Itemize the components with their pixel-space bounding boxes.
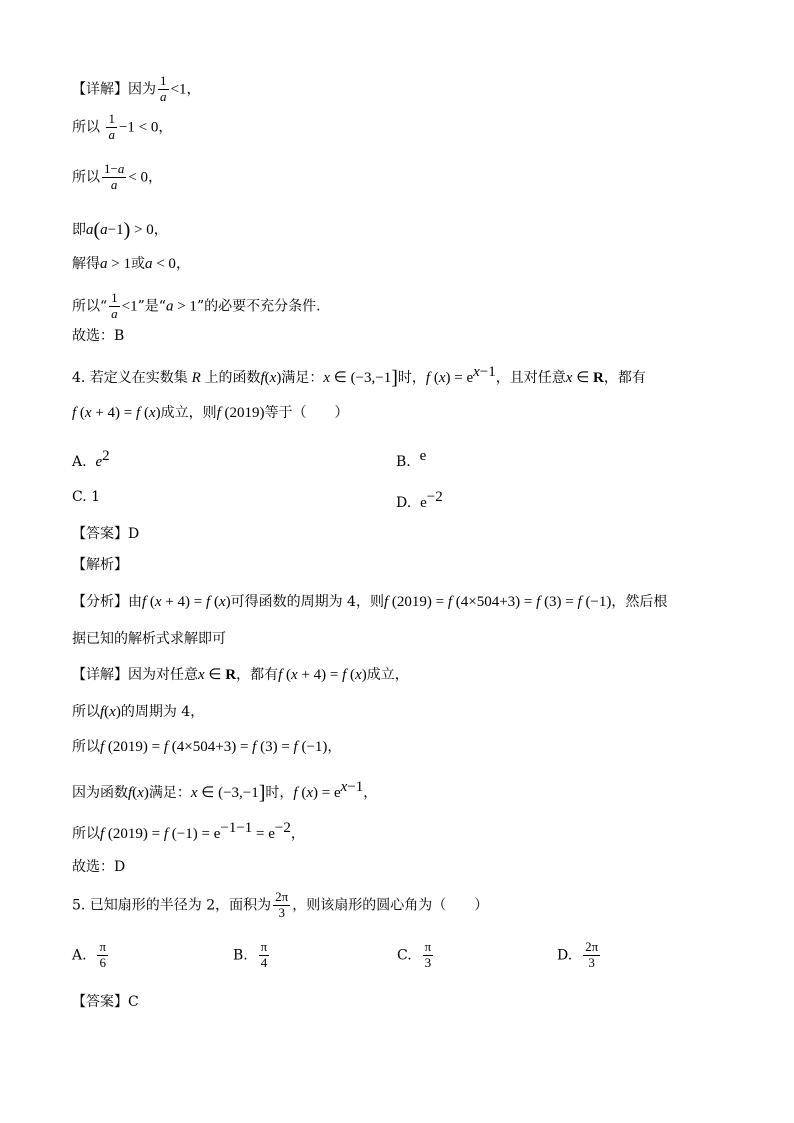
fraction-1-over-a: $\frac{1}{a}$	[108, 111, 115, 142]
q4-analysis-line-2: 据已知的解析式求解即可	[72, 631, 226, 647]
detail-choice: 故选：B	[72, 328, 125, 344]
q4-detail-line-3: 所以f (2019) = f (4×504+3) = f (3) = f (−1)，	[72, 739, 342, 755]
q4-option-a: A. $e^2$	[72, 448, 110, 470]
q4-detail-line-2: 所以f(x)的周期为 4，	[72, 704, 205, 720]
q5-option-a: A. $\frac{\pi}{6}$	[72, 939, 107, 970]
q4-analysis-heading: 【解析】	[72, 557, 128, 573]
q4-option-b: B. $^e$	[396, 448, 427, 470]
q4-stem-line-1: 4. 若定义在实数集 R 上的函数f(x)满足：x ∈ (−3,−1]时，f $(x) = e^{x-1}$，且对任意x ∈ R，都有	[72, 364, 646, 389]
q5-option-b: B. $\frac{\pi}{4}$	[233, 939, 268, 970]
q4-answer: 【答案】D	[72, 526, 140, 542]
q4-choice: 故选：D	[72, 859, 126, 875]
fraction-area: $\frac{2\pi}{3}$	[275, 889, 289, 920]
fraction-1-over-a: $\frac{1}{a}$	[111, 290, 118, 321]
detail-line-6: 所以“ $\frac{1}{a}$ <1”是“a > 1”的必要不充分条件.	[72, 290, 321, 321]
q4-detail-line-4: 因为函数f(x)满足：x ∈ (−3,−1]时，f $(x) = e^{x-1}$，	[72, 779, 378, 804]
q5-option-d: D. $\frac{2\pi}{3}$	[557, 939, 599, 970]
q4-detail-line-5: 所以f (2019) = f $(-1) = e^{-1-1} = e^{-2}$，	[72, 820, 305, 842]
fraction-1-minus-a-over-a: $\frac{1-a}{a}$	[104, 161, 125, 192]
detail-line-4: 即a(a−1) > 0，	[72, 219, 168, 241]
q4-analysis-line-1: 【分析】由f (x + 4) = f (x)可得函数的周期为 4，则f (2019) = f (4×504+3) = f (3) = f (−1)，然后根	[72, 594, 668, 610]
detail-line-3: 所以 $\frac{1-a}{a}$ < 0，	[72, 161, 163, 192]
detail-line-5: 解得a > 1或a < 0，	[72, 256, 190, 272]
q4-option-d: D. $e^{-2}$	[396, 489, 443, 511]
q5-answer: 【答案】C	[72, 994, 139, 1010]
q4-detail-line-1: 【详解】因为对任意x ∈ R，都有f (x + 4) = f (x)成立，	[72, 667, 409, 683]
q4-option-c: C. 1	[72, 489, 101, 505]
fraction-1-over-a: $\frac{1}{a}$	[160, 73, 167, 104]
q4-stem-line-2: f (x + 4) = f (x)成立，则f (2019)等于（ ）	[72, 405, 349, 421]
detail-line-2: 所以 $\frac{1}{a}$ −1 < 0，	[72, 111, 173, 142]
q5-option-c: C. $\frac{\pi}{3}$	[397, 939, 432, 970]
detail-line-1: 【详解】因为 $\frac{1}{a}$ <1，	[72, 73, 201, 104]
q5-stem: 5. 已知扇形的半径为 2，面积为 $\frac{2\pi}{3}$ ，则该扇形的圆心角为（ ）	[72, 889, 489, 920]
